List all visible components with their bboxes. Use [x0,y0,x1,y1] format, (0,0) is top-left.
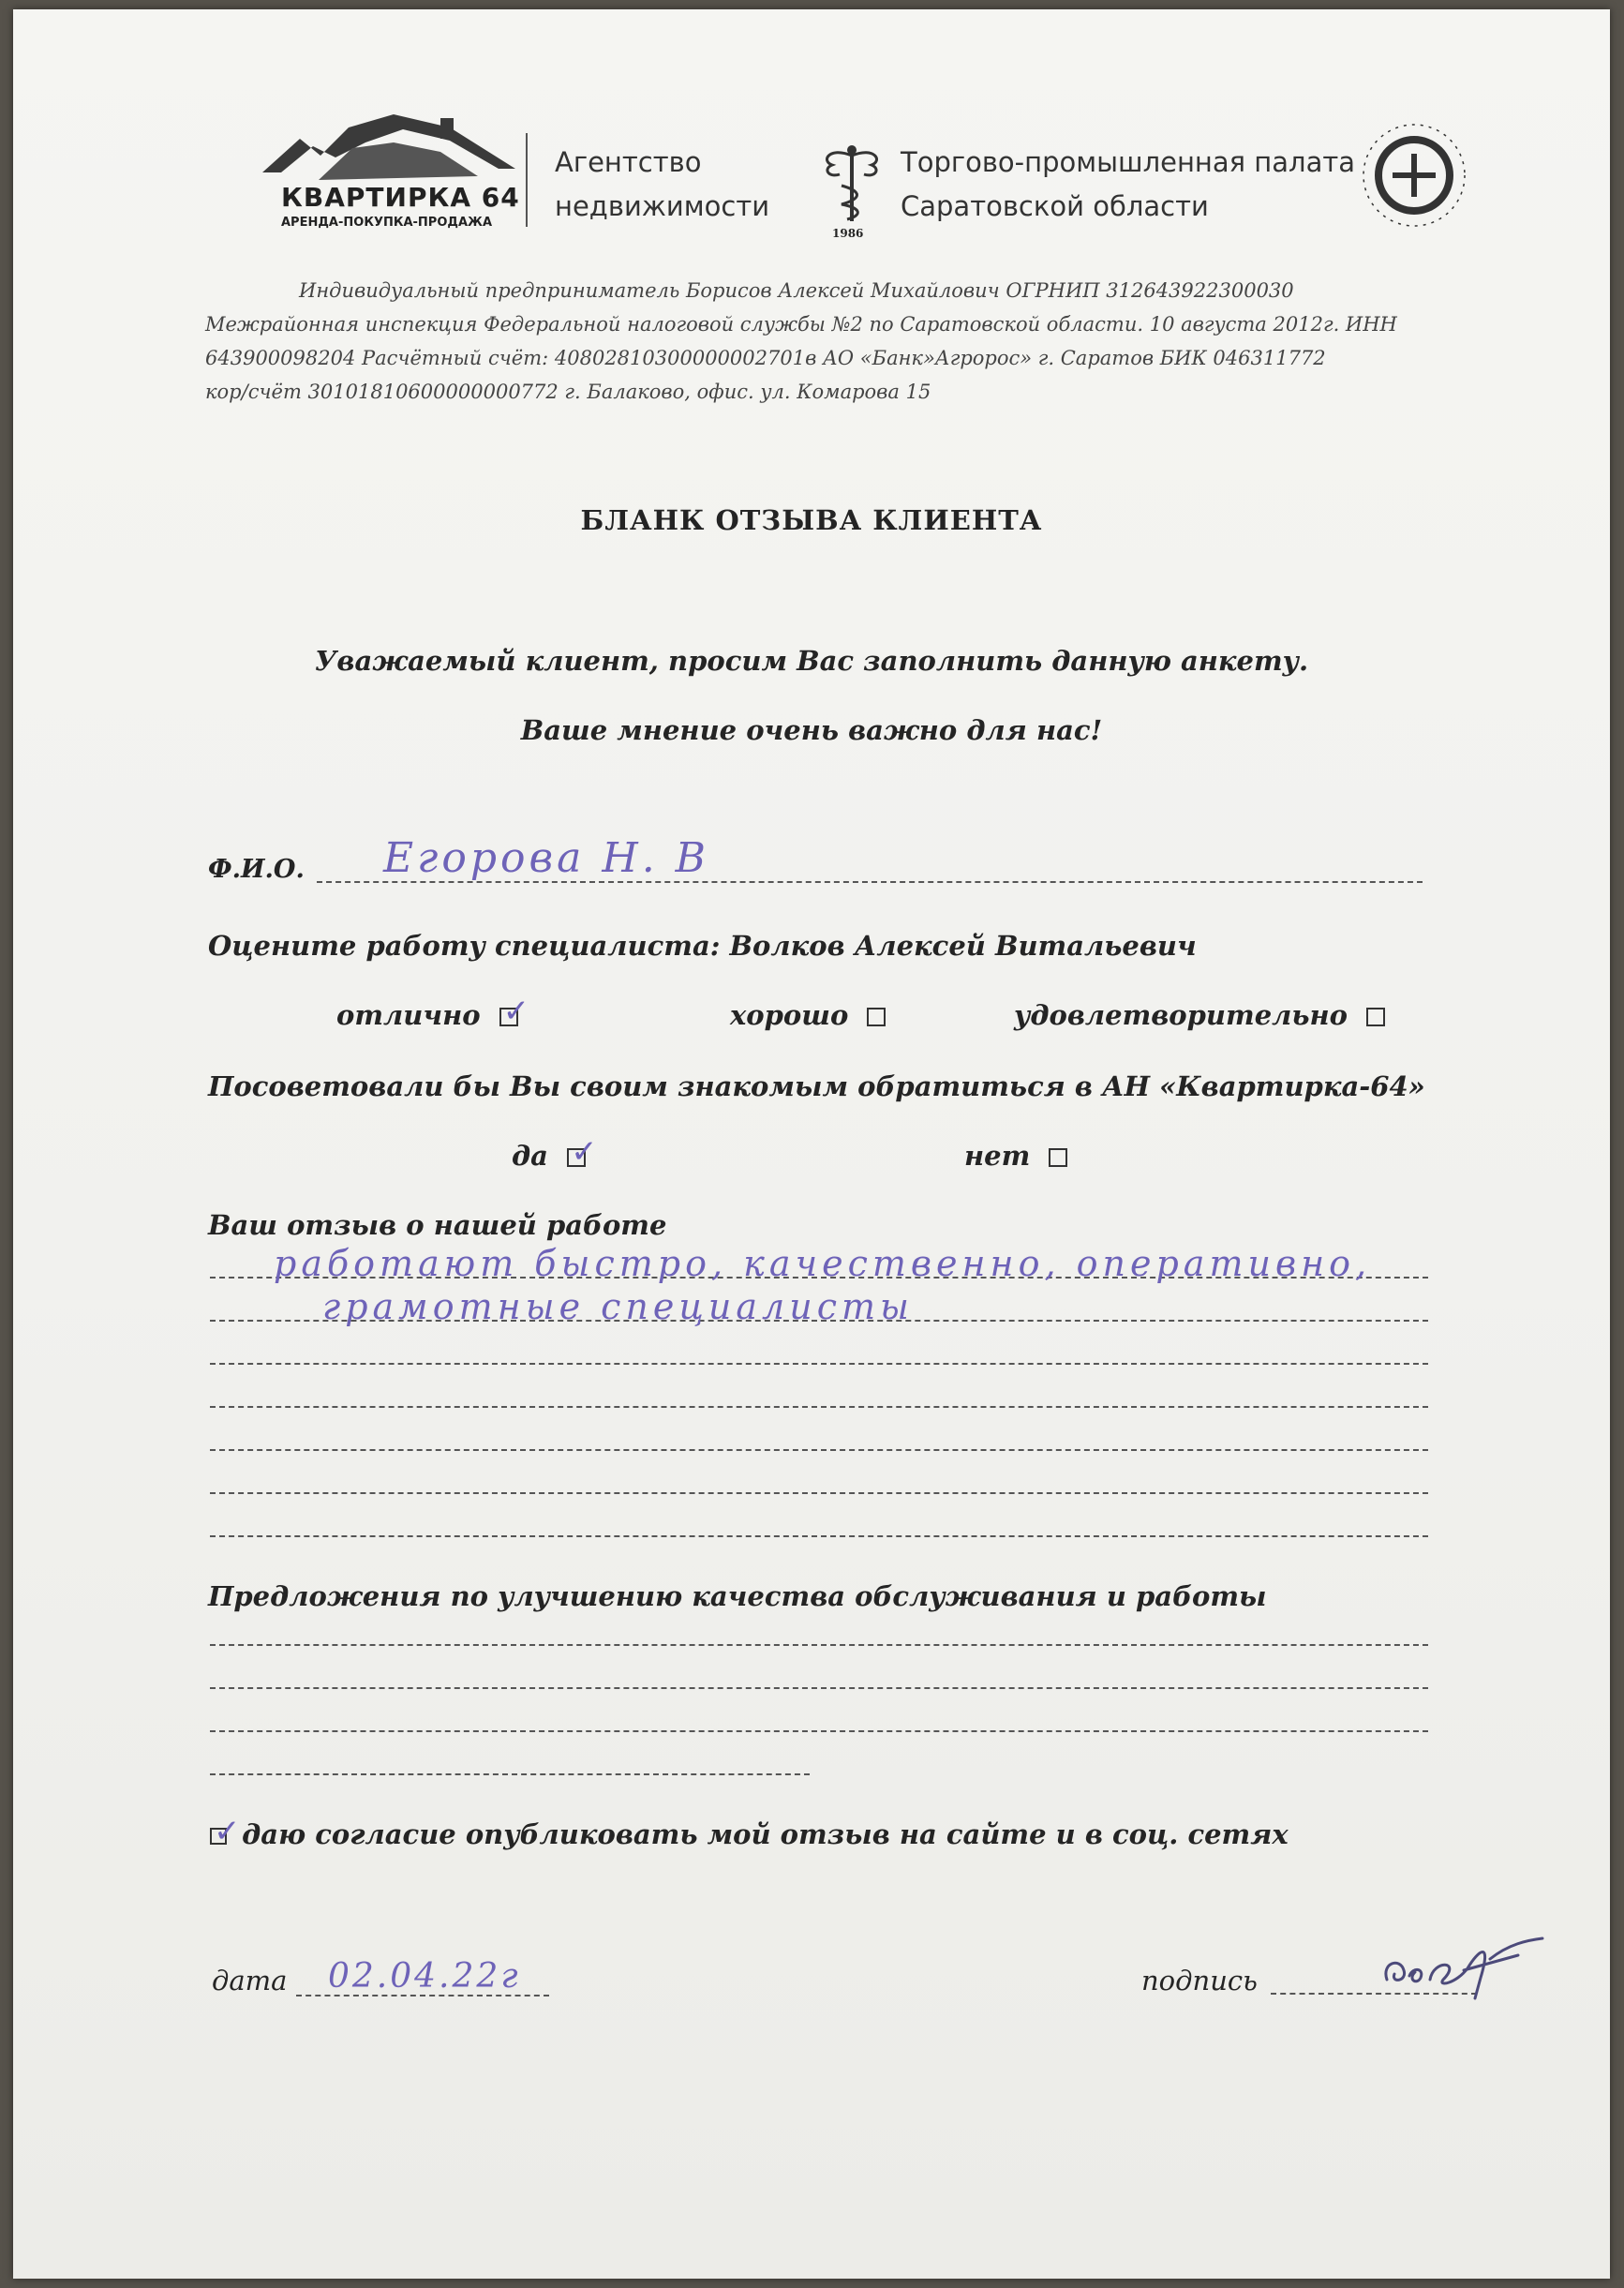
union-seal-icon [1353,114,1475,236]
handwritten-signature[interactable] [1378,1922,1565,2006]
agency-line2: недвижимости [555,190,770,222]
chamber-line1: Торгово-промышленная палата [901,146,1355,178]
suggestions-line[interactable] [210,1687,1428,1689]
check-mark-icon: ✓ [502,993,530,1030]
agents-union-logo [1353,114,1475,236]
review-handwritten-line[interactable]: грамотные специалисты [322,1286,914,1327]
header-divider [526,133,528,227]
logo-name: КВАРТИРКА 64 [281,182,520,213]
rate-option-label: хорошо [730,999,849,1031]
house-roof-icon [262,114,527,189]
consent-row[interactable] [210,1813,1289,1850]
excellent-checkbox[interactable] [499,993,530,1030]
rate-option-label: отлично [336,999,481,1031]
rate-option-satisfactory[interactable] [1014,999,1385,1031]
satisfactory-checkbox[interactable] [1366,1008,1385,1026]
recommend-option-label: да [512,1140,548,1172]
review-line [210,1363,1428,1365]
agency-name [555,141,769,229]
recommend-question: Посоветовали бы Вы своим знакомым обратиться в АН «Квартирка-64» [208,1070,1425,1102]
suggestions-label: Предложения по улучшению качества обслуживания и работы [208,1580,1267,1612]
agency-line1: Агентство [555,146,702,178]
feedback-form-sheet [13,9,1610,2279]
rate-option-good[interactable] [730,999,886,1031]
kvartirka-logo [262,114,527,234]
fio-label: Ф.И.О. [208,855,305,884]
chamber-emblem [819,141,885,244]
recommend-option-no[interactable] [964,1140,1067,1172]
good-checkbox[interactable] [867,1008,886,1026]
intro-line-2: Ваше мнение очень важно для нас! [520,714,1103,746]
requisites-line: кор/счёт 30101810600000000772 г. Балаково, офис. ул. Комарова 15 [205,381,931,403]
signature-label: подпись [1141,1965,1258,1996]
chamber-year: 1986 [832,227,864,240]
requisites-line: Индивидуальный предприниматель Борисов Алексей Михайлович ОГРНИП 312643922300030 [299,279,1294,302]
chamber-line2: Саратовской области [901,190,1209,222]
date-handwritten-value[interactable]: 02.04.22г [328,1957,521,1996]
logo-tagline: АРЕНДА-ПОКУПКА-ПРОДАЖА [281,216,492,230]
consent-label: даю согласие опубликовать мой отзыв на сайте и в соц. сетях [242,1818,1289,1850]
fio-handwritten-value[interactable]: Егорова Н. В [383,834,710,882]
date-label: дата [212,1965,288,1996]
suggestions-line[interactable] [210,1644,1428,1646]
rate-question: Оцените работу специалиста: Волков Алексей Витальевич [208,930,1197,962]
review-line [210,1492,1428,1494]
review-handwritten-line[interactable]: работают быстро, качественно, оперативно, [274,1243,1372,1284]
suggestions-line[interactable] [210,1730,1428,1732]
recommend-option-yes[interactable] [512,1133,598,1172]
yes-checkbox[interactable] [567,1133,598,1171]
recommend-option-label: нет [964,1140,1031,1172]
requisites-line: Межрайонная инспекция Федеральной налоговой службы №2 по Саратовской области. 10 августа 2012г. ИНН [205,313,1397,336]
requisites-line: 643900098204 Расчётный счёт: 40802810300000002701в АО «Банк»Агророс» г. Саратов БИК 046311772 [205,347,1326,369]
suggestions-line[interactable] [210,1773,810,1775]
form-title: БЛАНК ОТЗЫВА КЛИЕНТА [580,504,1043,536]
review-line [210,1535,1428,1537]
check-mark-icon: ✓ [214,1813,241,1850]
requisites-block [205,274,1536,409]
intro-line-1: Уважаемый клиент, просим Вас заполнить данную анкету. [314,645,1309,677]
chamber-name [901,141,1355,229]
rate-option-excellent[interactable] [336,993,530,1031]
review-line [210,1449,1428,1451]
rate-option-label: удовлетворительно [1014,999,1348,1031]
no-checkbox[interactable] [1049,1148,1067,1167]
check-mark-icon: ✓ [571,1133,598,1171]
review-line [210,1406,1428,1408]
review-label: Ваш отзыв о нашей работе [208,1209,667,1241]
consent-checkbox[interactable] [210,1813,241,1850]
caduceus-icon [819,141,885,225]
